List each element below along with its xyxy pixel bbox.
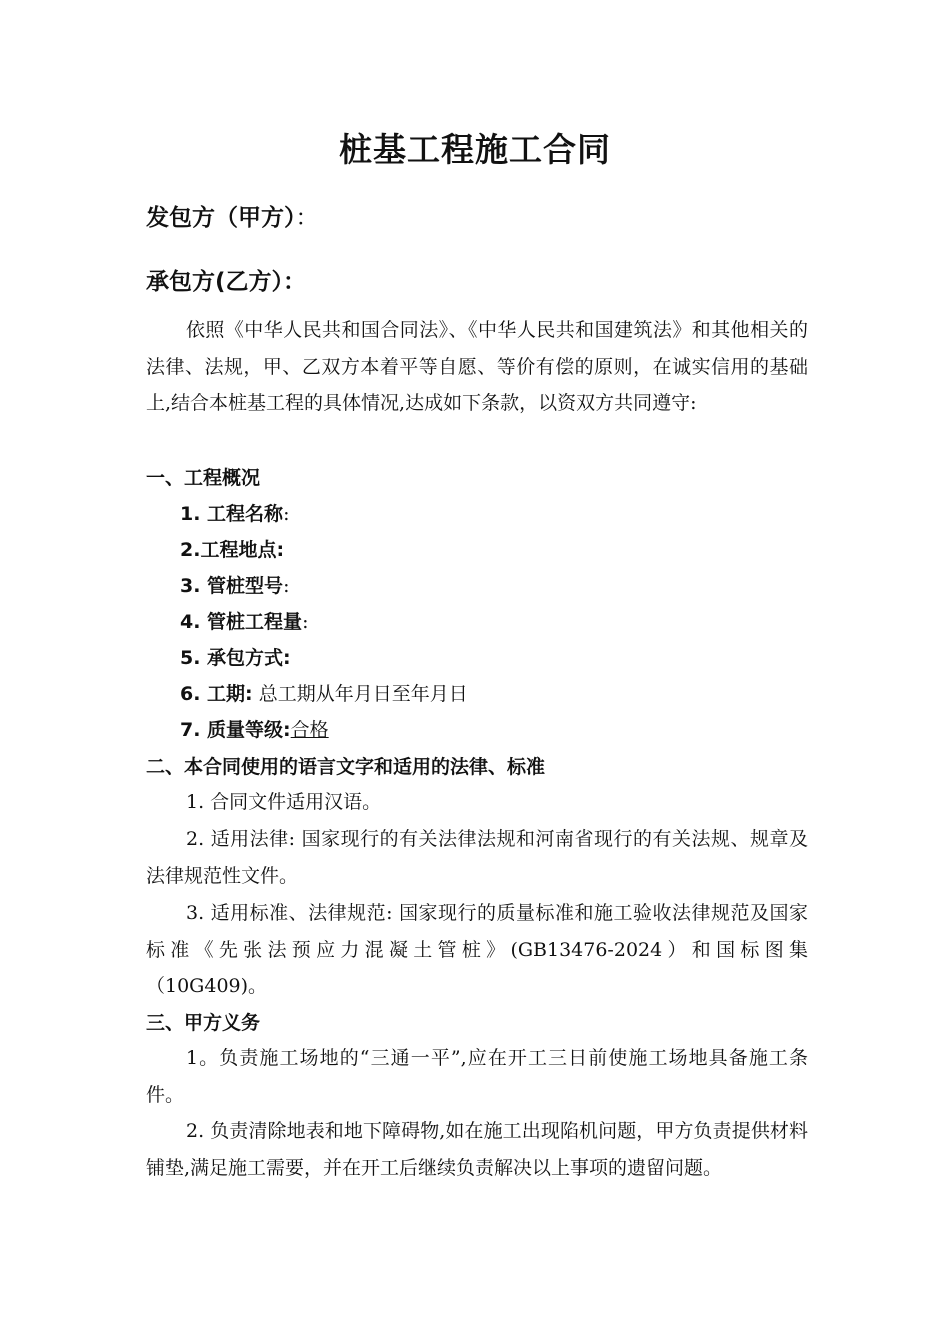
- pile-quantity-item: [180, 607, 308, 637]
- item-label: 2.工程地点:: [180, 539, 285, 561]
- intro-paragraph: 依照《中华人民共和国合同法》、《中华人民共和国建筑法》和其他相关的法律、法规，甲、乙双方本着平等自愿、等价有偿的原则，在诚实信用的基础上,结合本桩基工程的具体情况,达成如下条款，以资双方共同遵守:: [146, 319, 808, 415]
- section-2-paragraph-3: 3. 适用标准、法律规范: 国家现行的质量标准和施工验收法律规范及国家标准《先张法预应力混凝土管桩》(GB13476-2024）和国标图集（10G409)。: [146, 902, 808, 998]
- item-label: 5. 承包方式:: [180, 647, 291, 669]
- document-title: 桩基工程施工合同: [339, 130, 611, 169]
- pile-model-item: [180, 571, 289, 601]
- item-value: 总工期从年月日至年月日: [252, 683, 468, 705]
- item-label: 6. 工期:: [180, 683, 253, 705]
- party-b-line: [146, 266, 306, 298]
- item-label: 4. 管桩工程量: [180, 611, 303, 633]
- item-label: 7. 质量等级:: [180, 719, 291, 741]
- party-a-line: [146, 202, 319, 234]
- item-value: :: [283, 575, 290, 597]
- item-value: :: [302, 611, 309, 633]
- section-3-paragraph-1: 1。负责施工场地的“三通一平”,应在开工三日前使施工场地具备施工条件。: [146, 1047, 808, 1106]
- project-name-item: [180, 499, 289, 529]
- party-b-colon: ：: [283, 269, 307, 295]
- item-label: 3. 管桩型号: [180, 575, 284, 597]
- contract-method-item: [180, 643, 291, 673]
- item-value: :: [283, 503, 290, 525]
- section-2-paragraph-1: 1. 合同文件适用汉语。: [186, 791, 382, 813]
- section-1-heading: 一、工程概况: [146, 467, 261, 489]
- party-b-label: 承包方(乙方）: [146, 269, 284, 295]
- section-2-paragraph-2: 2. 适用法律: 国家现行的有关法律法规和河南省现行的有关法规、规章及法律规范性文件。: [146, 828, 808, 887]
- quality-grade-item: [180, 715, 329, 745]
- item-label: 1. 工程名称: [180, 503, 284, 525]
- party-a-label: 发包方（甲方）: [146, 205, 296, 231]
- party-a-colon: ：: [295, 205, 319, 231]
- section-2-heading: 二、本合同使用的语言文字和适用的法律、标准: [146, 756, 546, 778]
- schedule-item: [180, 679, 468, 709]
- project-location-item: [180, 535, 284, 565]
- section-3-heading: 三、甲方义务: [146, 1012, 261, 1034]
- item-value: 合格: [290, 719, 329, 741]
- section-3-paragraph-2: 2. 负责清除地表和地下障碍物,如在施工出现陷机问题，甲方负责提供材料铺垫,满足施工需要，并在开工后继续负责解决以上事项的遗留问题。: [146, 1120, 808, 1179]
